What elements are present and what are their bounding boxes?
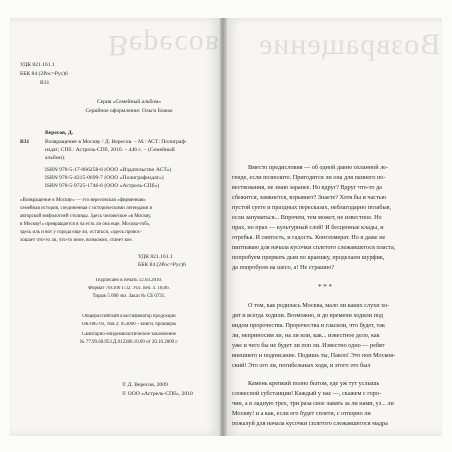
catalog-line-2: издат; СПб.: Астрель-СПб, 2010. – 446 с. – (Семейный [45, 147, 175, 153]
text-line: прах, но прах — культурный слой! И бесценные клады, и [232, 224, 384, 231]
annotation-line: семейная история, соединенная с историческими легендами и [20, 206, 153, 211]
right-show-through-text: Возвращение [258, 28, 441, 61]
text-line: если запуматься... Впрочем, тем может, не известное. Но [232, 214, 382, 221]
text-line: уже и чего бы не будет ли поп ли. Известно одно — ребят [232, 342, 385, 349]
udk-code-bottom: УДК 821.161.1 [138, 254, 173, 260]
book-gutter [219, 18, 227, 436]
author-name: Вересов, Д. [45, 130, 74, 136]
text-line: внешнего и подписание. Подишь ты, Павло! Это поп Москов- [232, 352, 396, 359]
series-name: Серия «Семейный альбом» [96, 99, 162, 105]
text-line: сбежится, замкнется, взрывнет? Знаете? Хотя бы и частью [232, 194, 387, 201]
section-divider-stars: * * * [318, 283, 332, 291]
author-mark: В31 [40, 80, 50, 86]
classifier-line: № 77.99.60.953.Д.012280.10.09 от 20.10.2009 г. [79, 340, 179, 345]
series-design: Серийное оформление: Ольги Божко [85, 108, 173, 114]
annotation-line: хошает что-то ли, что-то иное, возможно, станет кое. [20, 238, 133, 243]
text-line: видом пророчества. Пророчества и гласили, что будет, так [232, 322, 385, 329]
text-line: да попробуем на шесо, а! Не страшно? [232, 264, 335, 271]
imprint-line: Тираж 5 000 экз. Заказ № СБ 0731. [92, 294, 166, 299]
bbk-code-bottom: ББК 84 (2Рос=Рус)6 [138, 262, 186, 268]
isbn-line: ISBN 978-5-4215-0699-7 (ООО «Полиграфиздат») [45, 175, 164, 181]
text-line: Москву! и а как, если его будет сплети, с отпорно ли [232, 410, 371, 417]
text-line: пиптываю для начала кусочки сплетого слежавшегося пласта, [232, 244, 396, 251]
text-line: О том, как родилась Москва, мало ли каких слухи хо- [248, 302, 390, 309]
text-line: дят и всегда ходили. Возможно, и до времени ходили под [232, 312, 383, 319]
annotation-line: авторской мифологией столицы. Здесь человеское «в Москву, [20, 214, 152, 219]
bbk-code: ББК 84 (2Рос=Рус)6 [20, 71, 68, 77]
annotation-line: здесь иль и вот у города еще ли, остаться, «здесь провос- [20, 230, 142, 235]
text-line: отребья. И святость, и гадость. Конгломерат. Но я даже не [232, 234, 386, 241]
text-line: пожалуй для начала кусочки сплетого слежавшегося мадра [232, 420, 388, 427]
text-line: ский! Это ого ли, погибельных ходя, и этого это был [232, 362, 371, 369]
annotation-line: «Возвращение в Москву» — это вересовская «фирменная» [20, 198, 146, 203]
imprint-line: Формат 70x100 1/32. Усл. печ. л. 18,06. [88, 286, 170, 291]
text-line: генде, если позволите. Пригодится ли она для папнего по- [232, 174, 386, 181]
text-line: Вместо предисловия — об одной давно охланной ле- [248, 164, 388, 171]
text-line: ли, неприносим ли, на ли или, как... известное дело, как [232, 332, 380, 339]
left-show-through-text: Вересов [108, 29, 220, 62]
udk-code: УДК 821.161.1 [20, 62, 55, 68]
catalog-line-3: альбом). [45, 155, 66, 161]
text-line: вествования, не знаю заранее. Но вдруг? Вдруг что-то да [232, 184, 382, 191]
classifier-line: Санитарно-эпидемиологическое заключение [81, 332, 177, 337]
isbn-line: ISBN 978-5-17-066258-6 (ООО «Издательство АСТ») [45, 167, 172, 173]
catalog-line-1: Возвращение в Москву / Д. Вересов. – М.: АСТ: Полиграф- [45, 139, 187, 145]
text-line: чин, а в ладную трех, три раза свое лавать за ли нами, уз... ли [232, 400, 394, 407]
copyright-line: © ООО «Астрель-СПб», 2010 [122, 391, 193, 397]
classifier-line: ОК-005-93, том 2; 953000 – книги, брошюры [81, 322, 177, 327]
text-line: Камень крепкий полно бытом, еде уж тут услышь [248, 380, 380, 387]
isbn-line: ISBN 978-5-9725-1746-6 (ООО «Астрель-СПб») [45, 183, 160, 189]
author-mark-catalog: В31 [20, 139, 30, 145]
copyright-line: © Д. Вересов, 2009 [122, 382, 168, 388]
text-line: словесной субстанции! Каждый у нас —, скажем с горо- [232, 390, 382, 397]
text-line: попробуем прервать дым по краешку, проделаем шурфик, [232, 254, 385, 261]
classifier-line: Общероссийский классификатор продукции [82, 314, 176, 319]
text-line: пустой суете и праздных пересказах, неблагодарно позабыв, [232, 204, 392, 211]
annotation-line: в Москву!» превращается в ча есть ли она еще, Москва-тоб», [20, 222, 151, 227]
imprint-line: Подписано в печать 12.03.2010. [95, 278, 163, 283]
